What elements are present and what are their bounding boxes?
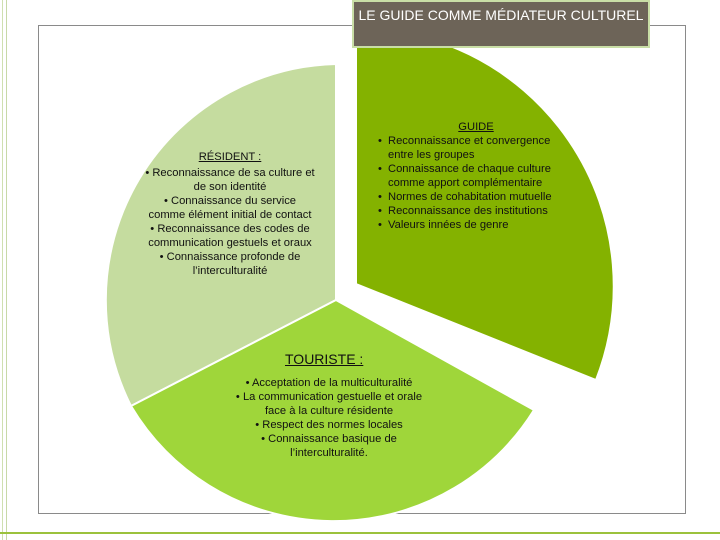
- touriste-list: [225, 376, 433, 460]
- resident-item: • Reconnaissance de sa culture et de son identité: [145, 167, 315, 193]
- guide-item: • Reconnaissance et convergence entre les groupes: [376, 134, 576, 162]
- guide-list: [376, 134, 576, 232]
- guide-heading: GUIDE: [458, 121, 494, 133]
- resident-item: • Reconnaissance des codes de communication gestuels et oraux: [148, 223, 312, 249]
- touriste-block: [225, 350, 433, 460]
- resident-block: [145, 150, 315, 278]
- resident-heading: RÉSIDENT :: [198, 151, 262, 163]
- resident-item: • Connaissance du service comme élément initial de contact: [148, 195, 312, 221]
- page-title: LE GUIDE COMME MÉDIATEUR CULTUREL: [352, 0, 650, 48]
- guide-item: • Reconnaissance des institutions: [376, 204, 576, 218]
- resident-item: • Connaissance profonde de l’interculturalité: [159, 251, 301, 277]
- touriste-item: • La communication gestuelle et orale face à la culture résidente: [235, 391, 423, 417]
- guide-item: • Connaissance de chaque culture comme apport complémentaire: [376, 162, 576, 190]
- guide-item: • Normes de cohabitation mutuelle: [376, 190, 576, 204]
- touriste-item: • Connaissance basique de l’interculturalité.: [261, 433, 397, 459]
- touriste-item: • Respect des normes locales: [255, 419, 403, 431]
- resident-list: [145, 166, 315, 278]
- guide-block: [376, 120, 576, 232]
- touriste-heading: TOURISTE :: [285, 351, 364, 367]
- touriste-item: • Acceptation de la multiculturalité: [245, 377, 413, 389]
- guide-item: • Valeurs innées de genre: [376, 218, 576, 232]
